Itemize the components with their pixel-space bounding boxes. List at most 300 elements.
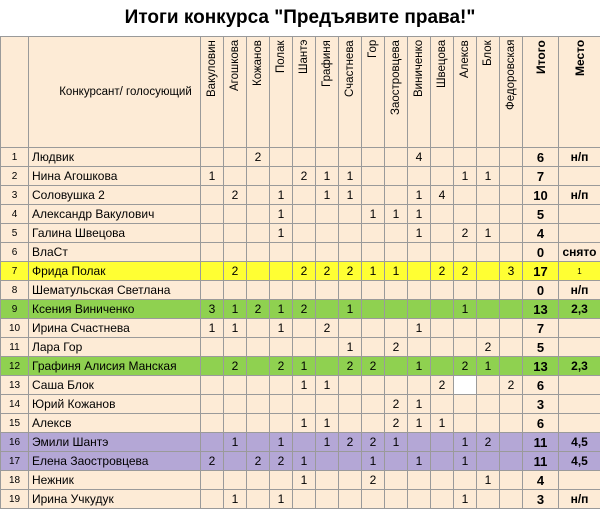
vote-cell: [385, 281, 408, 300]
vote-cell: [454, 414, 477, 433]
vote-cell: [270, 148, 293, 167]
row-number: 12: [1, 357, 29, 376]
table-row: [1, 224, 600, 243]
vote-cell: [339, 148, 362, 167]
vote-cell: 1: [201, 319, 224, 338]
vote-cell: [293, 338, 316, 357]
contestant-name: Ксения Виниченко: [29, 300, 201, 319]
vote-cell: 2: [431, 376, 454, 395]
vote-cell: [431, 281, 454, 300]
vote-cell: [201, 357, 224, 376]
vote-cell: [316, 490, 339, 509]
vote-cell: [224, 148, 247, 167]
vote-cell: 1: [385, 205, 408, 224]
voter-header: Графиня: [316, 37, 339, 148]
contestant-name: Юрий Кожанов: [29, 395, 201, 414]
vote-cell: 1: [408, 395, 431, 414]
vote-cell: 1: [408, 357, 431, 376]
vote-cell: [362, 148, 385, 167]
vote-cell: 1: [270, 224, 293, 243]
vote-cell: [385, 490, 408, 509]
vote-cell: [362, 167, 385, 186]
vote-cell: 1: [477, 224, 500, 243]
table-row: [1, 490, 600, 509]
vote-cell: [362, 395, 385, 414]
row-number: 5: [1, 224, 29, 243]
vote-cell: [385, 186, 408, 205]
vote-cell: 1: [293, 376, 316, 395]
table-row: [1, 452, 600, 471]
contestant-name: Саша Блок: [29, 376, 201, 395]
vote-cell: [270, 338, 293, 357]
place-cell: [559, 338, 600, 357]
page-title: Итоги конкурса "Предъявите права!": [0, 0, 600, 36]
vote-cell: 4: [431, 186, 454, 205]
row-number: 9: [1, 300, 29, 319]
vote-cell: [408, 262, 431, 281]
vote-cell: [454, 148, 477, 167]
vote-cell: 1: [339, 167, 362, 186]
contestant-name: Ирина Счастнева: [29, 319, 201, 338]
vote-cell: [385, 167, 408, 186]
contestant-name: Лара Гор: [29, 338, 201, 357]
vote-cell: [316, 205, 339, 224]
vote-cell: [362, 186, 385, 205]
vote-cell: [500, 452, 523, 471]
vote-cell: 2: [477, 433, 500, 452]
vote-cell: [293, 490, 316, 509]
vote-cell: [500, 300, 523, 319]
vote-cell: 2: [362, 471, 385, 490]
vote-cell: [477, 186, 500, 205]
vote-cell: [408, 490, 431, 509]
place-cell: н/п: [559, 148, 600, 167]
vote-cell: [201, 186, 224, 205]
place-cell: н/п: [559, 186, 600, 205]
vote-cell: [293, 319, 316, 338]
vote-cell: 1: [316, 186, 339, 205]
row-number: 7: [1, 262, 29, 281]
contestant-name: Ирина Учкудук: [29, 490, 201, 509]
vote-cell: [339, 490, 362, 509]
contestant-name: Шематульская Светлана: [29, 281, 201, 300]
vote-cell: 1: [454, 452, 477, 471]
place-cell: 2,3: [559, 357, 600, 376]
vote-cell: [477, 148, 500, 167]
vote-cell: [500, 148, 523, 167]
row-number: 18: [1, 471, 29, 490]
vote-cell: [201, 433, 224, 452]
vote-cell: [431, 490, 454, 509]
voter-header: Алексв: [454, 37, 477, 148]
vote-cell: [339, 319, 362, 338]
vote-cell: 2: [339, 357, 362, 376]
vote-cell: [431, 224, 454, 243]
vote-cell: 1: [270, 205, 293, 224]
vote-cell: [247, 414, 270, 433]
vote-cell: [224, 281, 247, 300]
vote-cell: 1: [201, 167, 224, 186]
vote-cell: [293, 243, 316, 262]
contestant-name: Людвик: [29, 148, 201, 167]
vote-cell: [477, 490, 500, 509]
row-number: 19: [1, 490, 29, 509]
vote-cell: 2: [362, 357, 385, 376]
table-row: [1, 300, 600, 319]
vote-cell: 1: [385, 433, 408, 452]
vote-cell: [431, 243, 454, 262]
table-row: [1, 167, 600, 186]
vote-cell: [431, 148, 454, 167]
vote-cell: [339, 205, 362, 224]
vote-cell: 4: [408, 148, 431, 167]
vote-cell: 1: [270, 300, 293, 319]
vote-cell: 2: [293, 300, 316, 319]
vote-cell: [454, 281, 477, 300]
vote-cell: [431, 167, 454, 186]
total-header: Итого: [523, 37, 559, 148]
place-cell: 2,3: [559, 300, 600, 319]
vote-cell: 2: [454, 262, 477, 281]
total-cell: 4: [523, 471, 559, 490]
vote-cell: [362, 490, 385, 509]
vote-cell: [500, 338, 523, 357]
vote-cell: [339, 243, 362, 262]
vote-cell: 1: [316, 433, 339, 452]
vote-cell: 1: [224, 433, 247, 452]
vote-cell: [247, 167, 270, 186]
place-header: Место: [559, 37, 600, 148]
vote-cell: [316, 224, 339, 243]
vote-cell: [362, 376, 385, 395]
vote-cell: 1: [477, 167, 500, 186]
vote-cell: 2: [454, 357, 477, 376]
vote-cell: [224, 414, 247, 433]
vote-cell: [385, 148, 408, 167]
vote-cell: [385, 376, 408, 395]
vote-cell: [293, 433, 316, 452]
vote-cell: [247, 433, 270, 452]
vote-cell: 1: [293, 357, 316, 376]
vote-cell: [500, 281, 523, 300]
vote-cell: [224, 395, 247, 414]
vote-cell: [408, 433, 431, 452]
vote-cell: 1: [408, 319, 431, 338]
vote-cell: [247, 338, 270, 357]
vote-cell: [247, 319, 270, 338]
vote-cell: 2: [270, 452, 293, 471]
vote-cell: [431, 205, 454, 224]
table-row: [1, 243, 600, 262]
vote-cell: [385, 319, 408, 338]
vote-cell: 1: [408, 414, 431, 433]
table-row: [1, 319, 600, 338]
vote-cell: [431, 357, 454, 376]
table-row: [1, 433, 600, 452]
number-header: [1, 37, 29, 148]
vote-cell: 1: [224, 319, 247, 338]
vote-cell: [431, 338, 454, 357]
voter-header: Шантэ: [293, 37, 316, 148]
vote-cell: [385, 452, 408, 471]
vote-cell: [224, 338, 247, 357]
place-cell: снято: [559, 243, 600, 262]
vote-cell: [454, 395, 477, 414]
vote-cell: [362, 414, 385, 433]
contestant-name: ВлаСт: [29, 243, 201, 262]
vote-cell: [247, 376, 270, 395]
vote-cell: [224, 224, 247, 243]
vote-cell: [477, 376, 500, 395]
header-row: [1, 37, 600, 148]
vote-cell: [385, 224, 408, 243]
vote-cell: 1: [293, 471, 316, 490]
contestant-name: Алексв: [29, 414, 201, 433]
vote-cell: [339, 376, 362, 395]
vote-cell: [454, 376, 477, 395]
vote-cell: [431, 452, 454, 471]
vote-cell: [477, 243, 500, 262]
vote-cell: 2: [339, 433, 362, 452]
place-cell: н/п: [559, 490, 600, 509]
vote-cell: 2: [247, 300, 270, 319]
vote-cell: 2: [500, 376, 523, 395]
vote-cell: 1: [270, 319, 293, 338]
vote-cell: [500, 433, 523, 452]
vote-cell: [293, 395, 316, 414]
vote-cell: [201, 395, 224, 414]
vote-cell: [431, 395, 454, 414]
vote-cell: 1: [224, 490, 247, 509]
contestant-name: Елена Заостровцева: [29, 452, 201, 471]
vote-cell: [224, 205, 247, 224]
vote-cell: 2: [224, 186, 247, 205]
vote-cell: [454, 243, 477, 262]
total-cell: 6: [523, 414, 559, 433]
total-cell: 13: [523, 357, 559, 376]
vote-cell: 1: [408, 224, 431, 243]
vote-cell: 2: [224, 262, 247, 281]
vote-cell: 1: [339, 300, 362, 319]
vote-cell: 2: [247, 148, 270, 167]
vote-cell: [247, 205, 270, 224]
vote-cell: [408, 300, 431, 319]
vote-cell: [201, 148, 224, 167]
vote-cell: 1: [408, 186, 431, 205]
vote-cell: [477, 300, 500, 319]
vote-cell: 2: [316, 262, 339, 281]
row-number: 3: [1, 186, 29, 205]
vote-cell: [247, 262, 270, 281]
vote-cell: [201, 376, 224, 395]
place-cell: н/п: [559, 281, 600, 300]
voter-header: Счастнева: [339, 37, 362, 148]
row-number: 16: [1, 433, 29, 452]
vote-cell: [362, 300, 385, 319]
vote-cell: 2: [477, 338, 500, 357]
row-number: 13: [1, 376, 29, 395]
contestant-name: Фрида Полак: [29, 262, 201, 281]
vote-cell: [224, 167, 247, 186]
total-cell: 5: [523, 338, 559, 357]
voter-header: Виниченко: [408, 37, 431, 148]
total-cell: 3: [523, 490, 559, 509]
vote-cell: [316, 338, 339, 357]
vote-cell: [500, 167, 523, 186]
vote-cell: [201, 205, 224, 224]
contestant-name: Графиня Алисия Манская: [29, 357, 201, 376]
vote-cell: [247, 186, 270, 205]
vote-cell: 1: [454, 167, 477, 186]
total-cell: 6: [523, 376, 559, 395]
vote-cell: [270, 414, 293, 433]
vote-cell: [362, 281, 385, 300]
table-row: [1, 186, 600, 205]
vote-cell: [500, 243, 523, 262]
vote-cell: [408, 243, 431, 262]
vote-cell: [201, 414, 224, 433]
vote-cell: [500, 357, 523, 376]
vote-cell: 2: [247, 452, 270, 471]
vote-cell: 1: [270, 433, 293, 452]
vote-cell: [454, 205, 477, 224]
vote-cell: [316, 357, 339, 376]
vote-cell: [500, 414, 523, 433]
vote-cell: [431, 319, 454, 338]
vote-cell: 2: [339, 262, 362, 281]
name-header: Конкурсант/ голосующий: [29, 37, 201, 148]
table-row: [1, 414, 600, 433]
vote-cell: [201, 262, 224, 281]
vote-cell: [293, 148, 316, 167]
vote-cell: [454, 319, 477, 338]
contestant-name: Александр Вакулович: [29, 205, 201, 224]
vote-cell: [477, 281, 500, 300]
vote-cell: [477, 414, 500, 433]
table-row: [1, 262, 600, 281]
vote-cell: [500, 186, 523, 205]
table-row: [1, 148, 600, 167]
vote-cell: [408, 338, 431, 357]
voter-header: Федоровская: [500, 37, 523, 148]
vote-cell: [224, 376, 247, 395]
row-number: 4: [1, 205, 29, 224]
contestant-name: Нина Агошкова: [29, 167, 201, 186]
vote-cell: 2: [431, 262, 454, 281]
contestant-name: Нежник: [29, 471, 201, 490]
vote-cell: 1: [385, 262, 408, 281]
total-cell: 0: [523, 243, 559, 262]
total-cell: 11: [523, 452, 559, 471]
vote-cell: 2: [316, 319, 339, 338]
table-row: [1, 395, 600, 414]
vote-cell: 1: [477, 471, 500, 490]
voter-header: Агошкова: [224, 37, 247, 148]
vote-cell: [339, 395, 362, 414]
table-row: [1, 205, 600, 224]
table-row: [1, 281, 600, 300]
results-table: [0, 36, 600, 509]
vote-cell: [477, 262, 500, 281]
vote-cell: 2: [293, 167, 316, 186]
vote-cell: [500, 224, 523, 243]
contestant-name: Эмили Шантэ: [29, 433, 201, 452]
total-cell: 11: [523, 433, 559, 452]
vote-cell: [477, 319, 500, 338]
vote-cell: 1: [316, 414, 339, 433]
total-cell: 4: [523, 224, 559, 243]
voter-header: Полак: [270, 37, 293, 148]
vote-cell: 1: [408, 205, 431, 224]
vote-cell: 1: [293, 452, 316, 471]
vote-cell: [224, 452, 247, 471]
vote-cell: [270, 167, 293, 186]
vote-cell: [270, 395, 293, 414]
place-cell: [559, 395, 600, 414]
vote-cell: 1: [316, 376, 339, 395]
vote-cell: [362, 243, 385, 262]
vote-cell: [247, 490, 270, 509]
place-cell: [559, 414, 600, 433]
place-cell: [559, 167, 600, 186]
total-cell: 7: [523, 167, 559, 186]
vote-cell: [408, 281, 431, 300]
vote-cell: [362, 319, 385, 338]
vote-cell: [201, 490, 224, 509]
vote-cell: [270, 281, 293, 300]
vote-cell: [316, 300, 339, 319]
row-number: 2: [1, 167, 29, 186]
vote-cell: 1: [454, 490, 477, 509]
vote-cell: [247, 243, 270, 262]
place-cell: 1: [559, 262, 600, 281]
vote-cell: [247, 395, 270, 414]
vote-cell: [201, 243, 224, 262]
vote-cell: 3: [500, 262, 523, 281]
voter-header: Швецова: [431, 37, 454, 148]
vote-cell: [431, 300, 454, 319]
vote-cell: 1: [408, 452, 431, 471]
vote-cell: 1: [477, 357, 500, 376]
vote-cell: [316, 452, 339, 471]
vote-cell: [362, 224, 385, 243]
vote-cell: 1: [224, 300, 247, 319]
row-number: 8: [1, 281, 29, 300]
place-cell: 4,5: [559, 433, 600, 452]
vote-cell: [270, 376, 293, 395]
vote-cell: [247, 357, 270, 376]
place-cell: [559, 376, 600, 395]
vote-cell: [224, 243, 247, 262]
vote-cell: 1: [270, 490, 293, 509]
vote-cell: 3: [201, 300, 224, 319]
vote-cell: [247, 224, 270, 243]
vote-cell: 1: [270, 186, 293, 205]
vote-cell: [316, 281, 339, 300]
vote-cell: [362, 338, 385, 357]
vote-cell: [500, 319, 523, 338]
vote-cell: [500, 490, 523, 509]
table-row: [1, 376, 600, 395]
vote-cell: [408, 167, 431, 186]
vote-cell: [431, 433, 454, 452]
vote-cell: [293, 281, 316, 300]
vote-cell: [477, 205, 500, 224]
total-cell: 5: [523, 205, 559, 224]
vote-cell: [316, 243, 339, 262]
place-cell: [559, 319, 600, 338]
vote-cell: [385, 357, 408, 376]
